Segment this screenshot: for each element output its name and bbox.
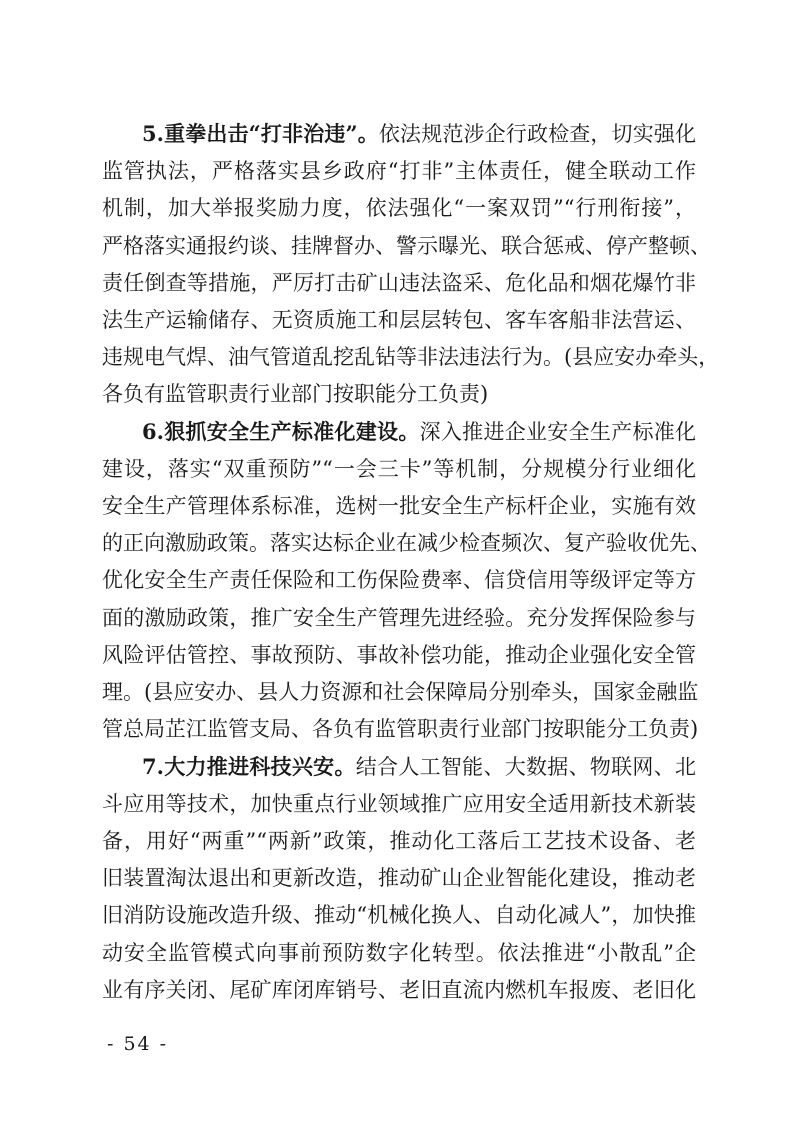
paragraph-6-line-3: 安全生产管理体系标准，选树一批安全生产标杆企业，实施有效 <box>102 494 696 518</box>
paragraph-5-line-5: 责任倒查等措施，严厉打击矿山违法盗采、危化品和烟花爆竹非 <box>102 271 696 295</box>
paragraph-6-line-2: 建设，落实“双重预防”“一会三卡”等机制，分规模分行业细化 <box>102 457 696 481</box>
paragraph-5-line-1 <box>142 116 696 152</box>
paragraph-6-line-8: 理。(县应安办、县人力资源和社会保障局分别牵头，国家金融监 <box>102 680 699 704</box>
paragraph-5-text: 依法规范涉企行政检查，切实强化 <box>378 122 696 146</box>
paragraph-7-line-7: 业有序关闭、尾矿库闭库销号、老旧直流内燃机车报废、老旧化 <box>102 978 696 1002</box>
paragraph-5-line-3: 机制，加大举报奖励力度，依法强化“一案双罚”“行刑衔接”， <box>102 196 696 220</box>
page-number: - 54 - <box>107 1033 169 1055</box>
paragraph-5-line-2: 监管执法，严格落实县乡政府“打非”主体责任，健全联动工作 <box>102 159 696 183</box>
paragraph-6-line-5: 优化安全生产责任保险和工伤保险费率、信贷信用等级评定等方 <box>102 568 696 592</box>
paragraph-7-heading: 7.大力推进科技兴安。 <box>142 754 356 779</box>
paragraph-6-line-7: 风险评估管控、事故预防、事故补偿功能，推动企业强化安全管 <box>102 643 696 667</box>
paragraph-7-text: 结合人工智能、大数据、物联网、北 <box>355 755 696 779</box>
paragraph-6-line-6: 面的激励政策，推广安全生产管理先进经验。充分发挥保险参与 <box>102 606 696 630</box>
paragraph-7-line-3: 备，用好“两重”“两新”政策，推动化工落后工艺技术设备、老 <box>102 829 696 853</box>
paragraph-7-line-1 <box>142 749 696 785</box>
paragraph-7-line-4: 旧装置淘汰退出和更新改造，推动矿山企业智能化建设，推动老 <box>102 866 696 890</box>
paragraph-6-line-9: 管总局芷江监管支局、各负有监管职责行业部门按职能分工负责) <box>102 717 699 741</box>
paragraph-7-line-5: 旧消防设施改造升级、推动“机械化换人、自动化减人”，加快推 <box>102 903 696 927</box>
paragraph-5-line-6: 法生产运输储存、无资质施工和层层转包、客车客船非法营运、 <box>102 308 696 332</box>
paragraph-7-line-6: 动安全监管模式向事前预防数字化转型。依法推进“小散乱”企 <box>102 941 696 965</box>
paragraph-7-line-2: 斗应用等技术，加快重点行业领域推广应用安全适用新技术新装 <box>102 792 696 816</box>
paragraph-5-line-7: 违规电气焊、油气管道乱挖乱钻等非法违法行为。(县应安办牵头， <box>102 345 720 369</box>
paragraph-5-line-8: 各负有监管职责行业部门按职能分工负责) <box>102 382 489 406</box>
paragraph-6-line-1 <box>142 414 696 450</box>
paragraph-6-text: 深入推进企业安全生产标准化 <box>419 420 697 444</box>
paragraph-5-heading: 5.重拳出击“打非治违”。 <box>142 121 379 146</box>
paragraph-5-line-4: 严格落实通报约谈、挂牌督办、警示曝光、联合惩戒、停产整顿、 <box>102 234 711 258</box>
paragraph-6-heading: 6.狠抓安全生产标准化建设。 <box>142 419 420 444</box>
paragraph-6-line-4: 的正向激励政策。落实达标企业在减少检查频次、复产验收优先、 <box>102 531 711 555</box>
